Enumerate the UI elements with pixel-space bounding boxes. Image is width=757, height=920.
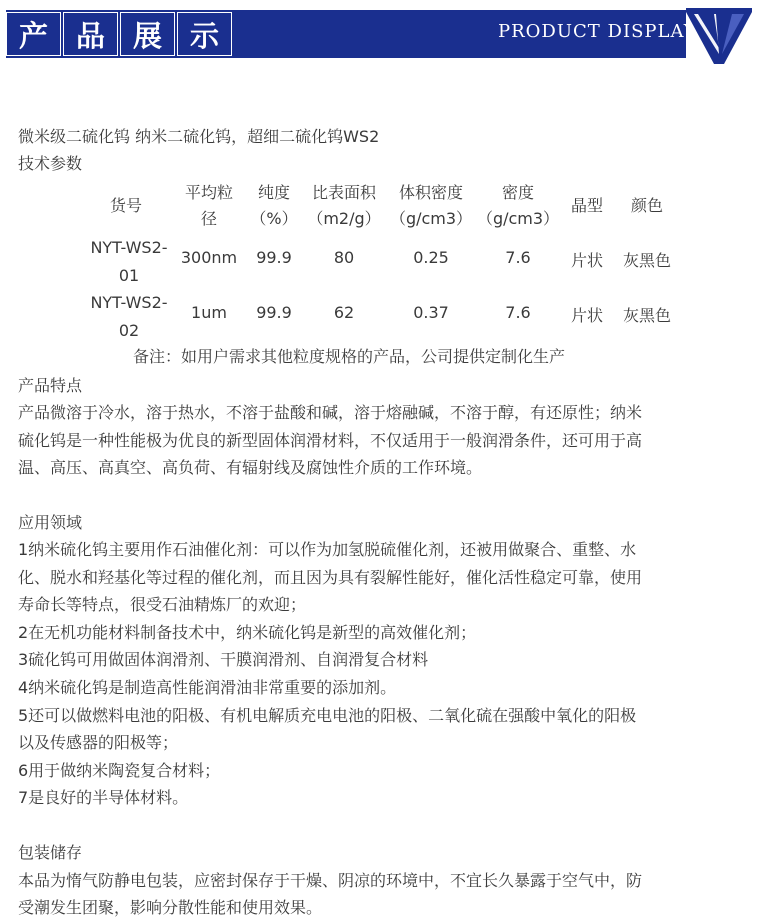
table-header-cell: 纯度 （%） <box>250 183 298 228</box>
banner-title <box>6 10 234 58</box>
table-cell-sku: NYT-WS2- 01 <box>90 238 168 285</box>
applications-line: 寿命长等特点，很受石油精炼厂的欢迎； <box>18 595 307 614</box>
applications-line: 1纳米硫化钨主要用作石油催化剂：可以作为加氢脱硫催化剂，还被用做聚合、重整、水 <box>18 540 637 559</box>
banner-title-char: 品 <box>63 12 118 56</box>
table-cell: 灰黑色 <box>622 251 671 270</box>
table-cell: 7.6 <box>505 248 531 267</box>
product-name: 微米级二硫化钨 纳米二硫化钨，超细二硫化钨WS2 <box>18 127 380 146</box>
table-cell: 灰黑色 <box>622 306 671 325</box>
table-header-cell: 货号 <box>109 196 142 215</box>
packaging-line: 受潮发生团聚，影响分散性能和使用效果。 <box>18 898 323 917</box>
table-note: 备注：如用户需求其他粒度规格的产品，公司提供定制化生产 <box>133 347 566 366</box>
table-cell: 62 <box>333 303 355 322</box>
table-header-cell: 体积密度 （g/cm3） <box>389 183 473 228</box>
packaging-title: 包装储存 <box>18 843 83 862</box>
table-cell: 0.25 <box>413 248 449 267</box>
table-header-cell: 比表面积 （m2/g） <box>307 183 381 228</box>
features-line: 硫化钨是一种性能极为优良的新型固体润滑材料，不仅适用于一般润滑条件，还可用于高 <box>18 431 643 450</box>
table-cell: 99.9 <box>256 303 292 322</box>
table-header-cell: 颜色 <box>630 196 663 215</box>
table-cell: 片状 <box>570 306 603 325</box>
table-cell: 80 <box>333 248 355 267</box>
features-line: 产品微溶于冷水，溶于热水，不溶于盐酸和碱，溶于熔融碱，不溶于醇，有还原性；纳米 <box>18 403 643 422</box>
features-line: 温、高压、高真空、高负荷、有辐射线及腐蚀性介质的工作环境。 <box>18 458 483 477</box>
applications-title: 应用领域 <box>18 513 83 532</box>
table-cell: 0.37 <box>413 303 449 322</box>
banner-title-char: 展 <box>120 12 175 56</box>
table-header-cell: 密度 （g/cm3） <box>476 183 560 228</box>
table-cell: 300nm <box>180 248 238 267</box>
applications-line: 化、脱水和羟基化等过程的催化剂，而且因为具有裂解性能好，催化活性稳定可靠，使用 <box>18 568 643 587</box>
table-cell: 7.6 <box>505 303 531 322</box>
tech-params-label: 技术参数 <box>18 154 83 173</box>
applications-line: 3硫化钨可用做固体润滑剂、干膜润滑剂、自润滑复合材料 <box>18 650 429 669</box>
applications-line: 4纳米硫化钨是制造高性能润滑油非常重要的添加剂。 <box>18 678 397 697</box>
applications-line: 以及传感器的阳极等； <box>18 733 179 752</box>
applications-line: 5还可以做燃料电池的阳极、有机电解质充电电池的阳极、二氧化硫在强酸中氧化的阳极 <box>18 706 637 725</box>
applications-line: 7是良好的半导体材料。 <box>18 788 189 807</box>
table-header-cell: 平均粒 径 <box>184 183 233 228</box>
features-title: 产品特点 <box>18 376 83 395</box>
table-header-cell: 晶型 <box>570 196 603 215</box>
packaging-line: 本品为惰气防静电包装，应密封保存于干燥、阴凉的环境中，不宜长久暴露于空气中，防 <box>18 871 643 890</box>
table-cell: 99.9 <box>256 248 292 267</box>
table-cell-sku: NYT-WS2- 02 <box>90 293 168 340</box>
v-chevron-logo-icon <box>686 8 752 68</box>
applications-line: 2在无机功能材料制备技术中，纳米硫化钨是新型的高效催化剂； <box>18 623 477 642</box>
header-banner <box>0 8 757 60</box>
table-cell: 片状 <box>570 251 603 270</box>
banner-english-title: PRODUCT DISPLAY <box>498 21 697 42</box>
applications-line: 6用于做纳米陶瓷复合材料； <box>18 761 221 780</box>
banner-title-char: 示 <box>177 12 232 56</box>
table-cell: 1um <box>191 303 227 322</box>
banner-title-char: 产 <box>6 12 61 56</box>
